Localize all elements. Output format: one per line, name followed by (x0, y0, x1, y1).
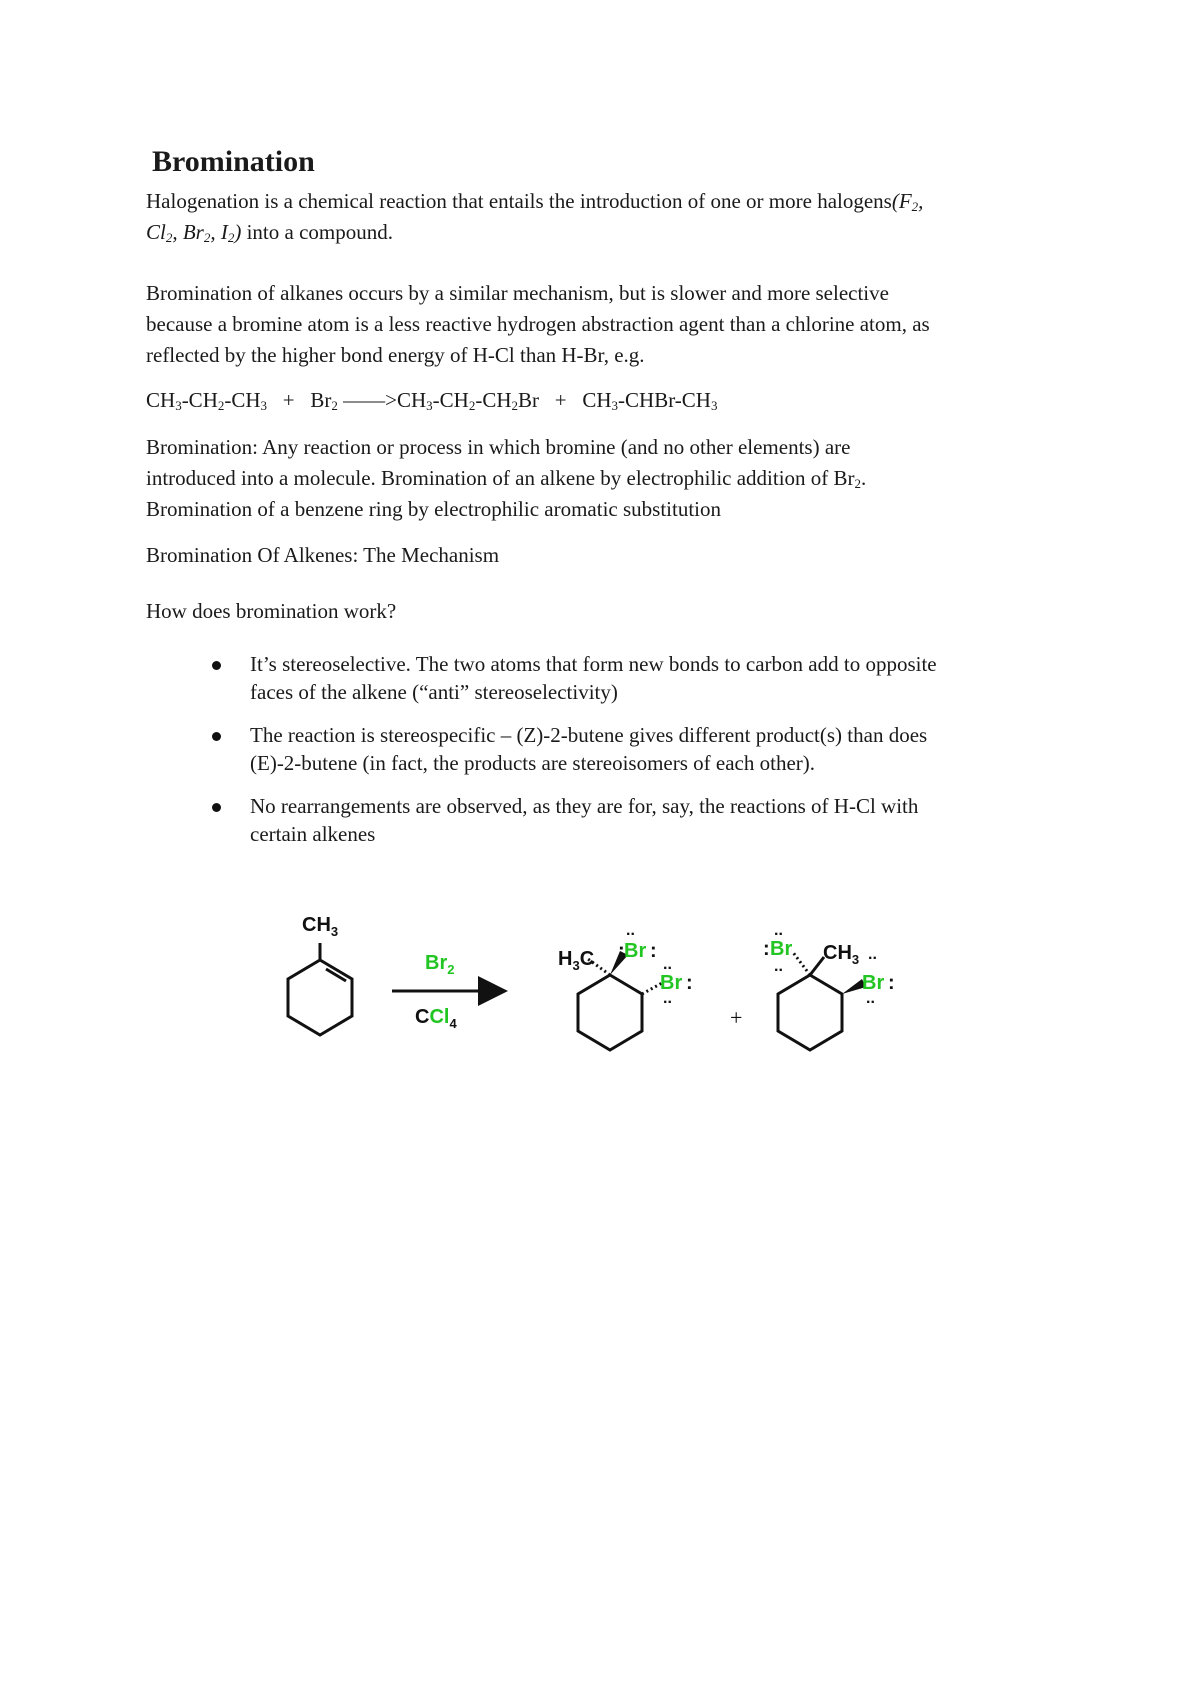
svg-text:..: .. (866, 990, 875, 1007)
halogenation-tail: into a compound. (246, 220, 393, 244)
halogen-list: ($F_2$, $Cl_2$, $Br_2$, $I_2$) (146, 189, 924, 245)
mechanism-heading: Bromination Of Alkenes: The Mechanism (146, 543, 500, 567)
svg-text::: : (888, 972, 895, 994)
svg-text::: : (686, 972, 693, 994)
alkane-bromination-paragraph: Bromination of alkanes occurs by a similar mechanism, but is slower and more selective because a bromine atom is a less reactive hydrogen abstraction agent than a chlorine atom, as reflected by the higher bond energy of H-Cl than H-Br, e.g. (146, 281, 930, 367)
alkane-equation: $CH_3-CH_2-CH_3$ + $Br_2$ $——>CH_3-CH_2-CH_2Br$ + $CH_3-CHBr-CH_3$ (146, 388, 718, 413)
halogenation-text: Halogenation is a chemical reaction that entails the introduction of one or more halogens (146, 189, 892, 213)
svg-text::: : (618, 940, 625, 962)
svg-text:..: .. (774, 958, 783, 975)
product-1-bromine-b: Br (660, 972, 683, 994)
svg-text:..: .. (868, 946, 877, 963)
reagent-solvent: CCl$_4$ (415, 1006, 457, 1031)
bullet-list (146, 650, 1066, 863)
bullet-icon (212, 732, 221, 741)
halogenation-paragraph (146, 186, 1066, 248)
definition-line-2: introduced into a molecule. Bromination of an alkene by electrophilic addition of $Br_2$. (146, 466, 867, 491)
product-2-bromine-b: Br (862, 972, 885, 994)
page-title: Bromination (152, 145, 315, 178)
product-2 (763, 922, 895, 1050)
list-item: The reaction is stereospecific – (Z)-2-butene gives different product(s) than does (E)-2-butene (in fact, the products are stereoisomers of each other). (146, 721, 1066, 777)
list-item: No rearrangements are observed, as they are for, say, the reactions of H-Cl with certain alkenes (146, 792, 1066, 848)
reactant-methyl-label: $CH_3$ (302, 914, 339, 939)
svg-text::: : (650, 940, 657, 962)
product-2-bromine-a: Br (770, 938, 793, 960)
eq-product-2: $CH_3-CHBr-CH_3$ (582, 388, 718, 413)
list-item: It’s stereoselective. The two atoms that form new bonds to carbon add to opposite faces of the alkene (“anti” stereoselectivity) (146, 650, 1066, 706)
product-1 (558, 922, 693, 1050)
svg-text:..: .. (663, 990, 672, 1007)
product-1-methyl: $H_3C$ (558, 948, 595, 973)
svg-text:..: .. (626, 922, 635, 939)
reaction-scheme (240, 895, 960, 1065)
product-2-methyl: $CH_3$ (823, 942, 860, 967)
eq-reactant-2: $Br_2$ (310, 388, 338, 413)
svg-text::: : (763, 938, 770, 960)
eq-reactant-1: $CH_3-CH_2-CH_3$ (146, 388, 268, 413)
plus-sign: + (730, 1005, 743, 1030)
bromination-definition-paragraph: Bromination: Any reaction or process in which bromine (and no other elements) are introduced into a molecule. Bromination of an alkene by electrophilic addition of $Br_2$. Bromination of a benzene ring by electrophilic aromatic substitution (146, 435, 867, 521)
eq-arrow: ——> (343, 388, 397, 412)
svg-text:..: .. (663, 956, 672, 973)
reactant-methylcyclohexene (288, 943, 352, 1035)
bullet-icon (212, 661, 221, 670)
product-1-bromine-a: Br (624, 940, 647, 962)
svg-text:..: .. (774, 922, 783, 939)
reagent-bromine: $Br_2$ (425, 952, 455, 977)
bullet-icon (212, 803, 221, 812)
question-text: How does bromination work? (146, 599, 397, 623)
eq-product-1: $CH_3-CH_2-CH_2Br$ (396, 388, 539, 413)
